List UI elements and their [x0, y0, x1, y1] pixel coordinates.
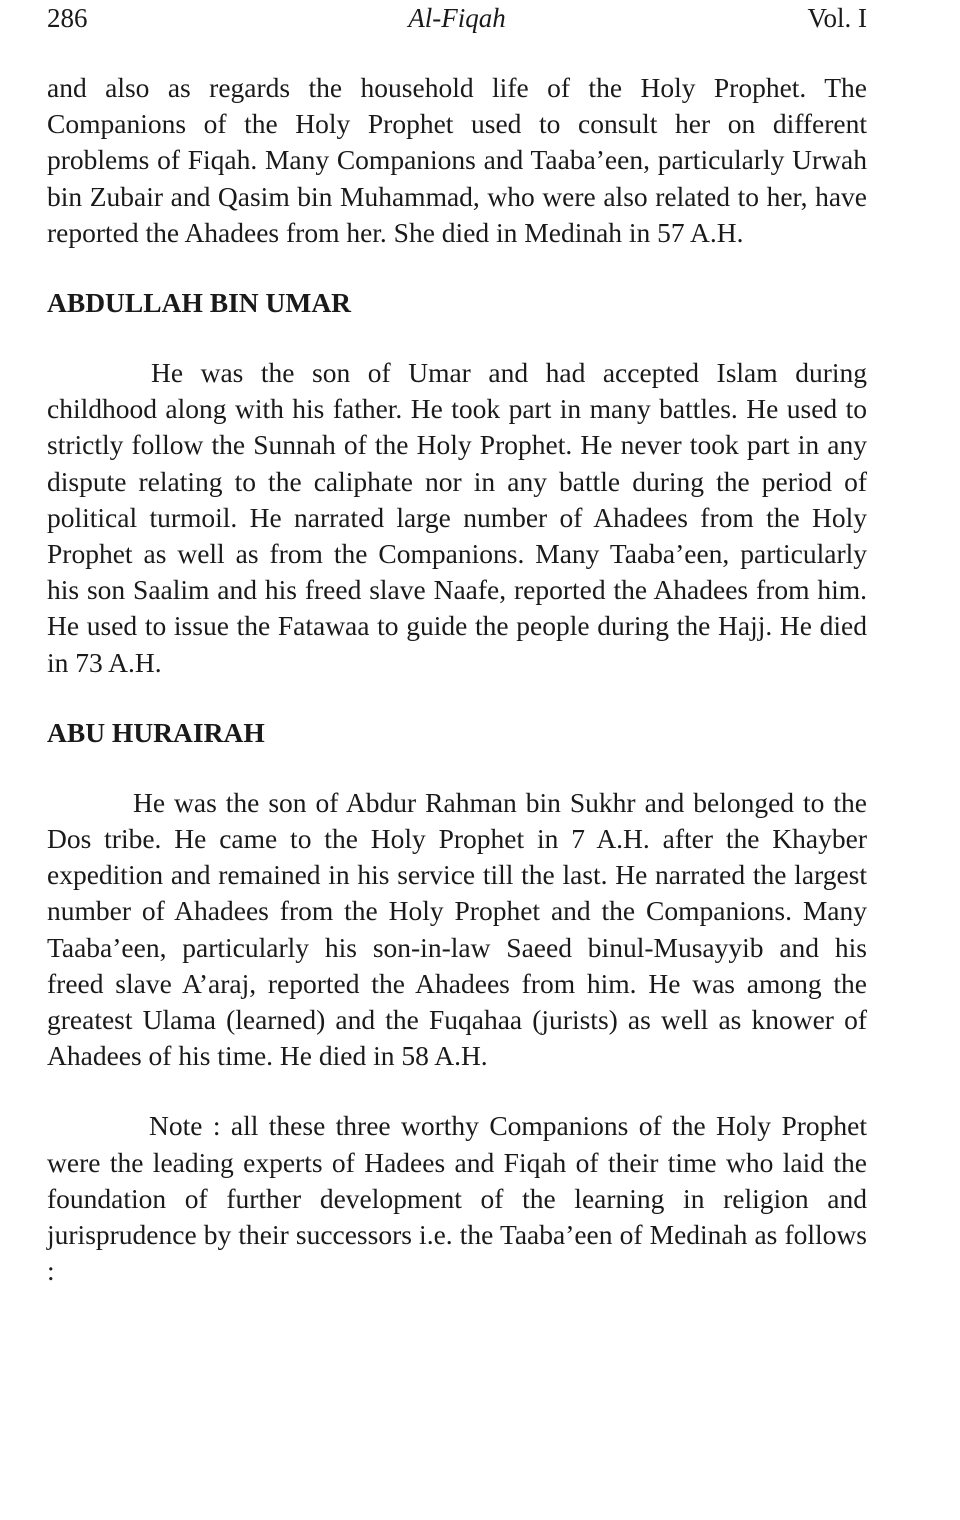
note-paragraph: Note : all these three worthy Companions of the Holy Prophet were the leading experts of Hadees and Fiqah of their time who laid the foundation of further development of the learning in religion and jurisprudence by their successors i.e. the Taaba’een of Medinah as follows :	[47, 1110, 867, 1287]
running-header	[47, 0, 867, 36]
section-heading-abu-hurairah: ABU HURAIRAH	[47, 716, 265, 748]
book-page	[47, 0, 867, 1289]
page-number: 286	[47, 3, 88, 33]
section-paragraph-abdullah-bin-umar: He was the son of Umar and had accepted Islam during childhood along with his father. He took part in many battles. He used to strictly follow the Sunnah of the Holy Prophet. He never took part in any dispute relating to the caliphate nor in any battle during the period of political turmoil. He narrated large number of Ahadees from the Holy Prophet as well as from the Companions. Many Taaba’een, particularly his son Saalim and his freed slave Naafe, reported the Ahadees from him. He used to issue the Fatawaa to guide the people during the Hajj. He died in 73 A.H.	[47, 357, 867, 678]
intro-paragraph: and also as regards the household life of the Holy Prophet. The Companions of the Holy Prophet used to consult her on different problems of Fiqah. Many Companions and Taaba’een, particularly Urwah bin Zubair and Qasim bin Muhammad, who were also related to her, have reported the Ahadees from her. She died in Medinah in 57 A.H.	[47, 72, 867, 248]
book-title: Al-Fiqah	[408, 3, 506, 33]
volume-label: Vol. I	[807, 3, 867, 33]
section-heading-abdullah-bin-umar: ABDULLAH BIN UMAR	[47, 287, 352, 319]
section-paragraph-abu-hurairah: He was the son of Abdur Rahman bin Sukhr and belonged to the Dos tribe. He came to the Holy Prophet in 7 A.H. after the Khayber expedition and remained in his service till the last. He narrated the largest number of Ahadees from the Holy Prophet and the Companions. Many Taaba’een, particularly his son-in-law Saeed binul-Musayyib and his freed slave A’araj, reported the Ahadees from him. He was among the greatest Ulama (learned) and the Fuqahaa (jurists) as well as knower of Ahadees of his time. He died in 58 A.H.	[47, 786, 867, 1072]
